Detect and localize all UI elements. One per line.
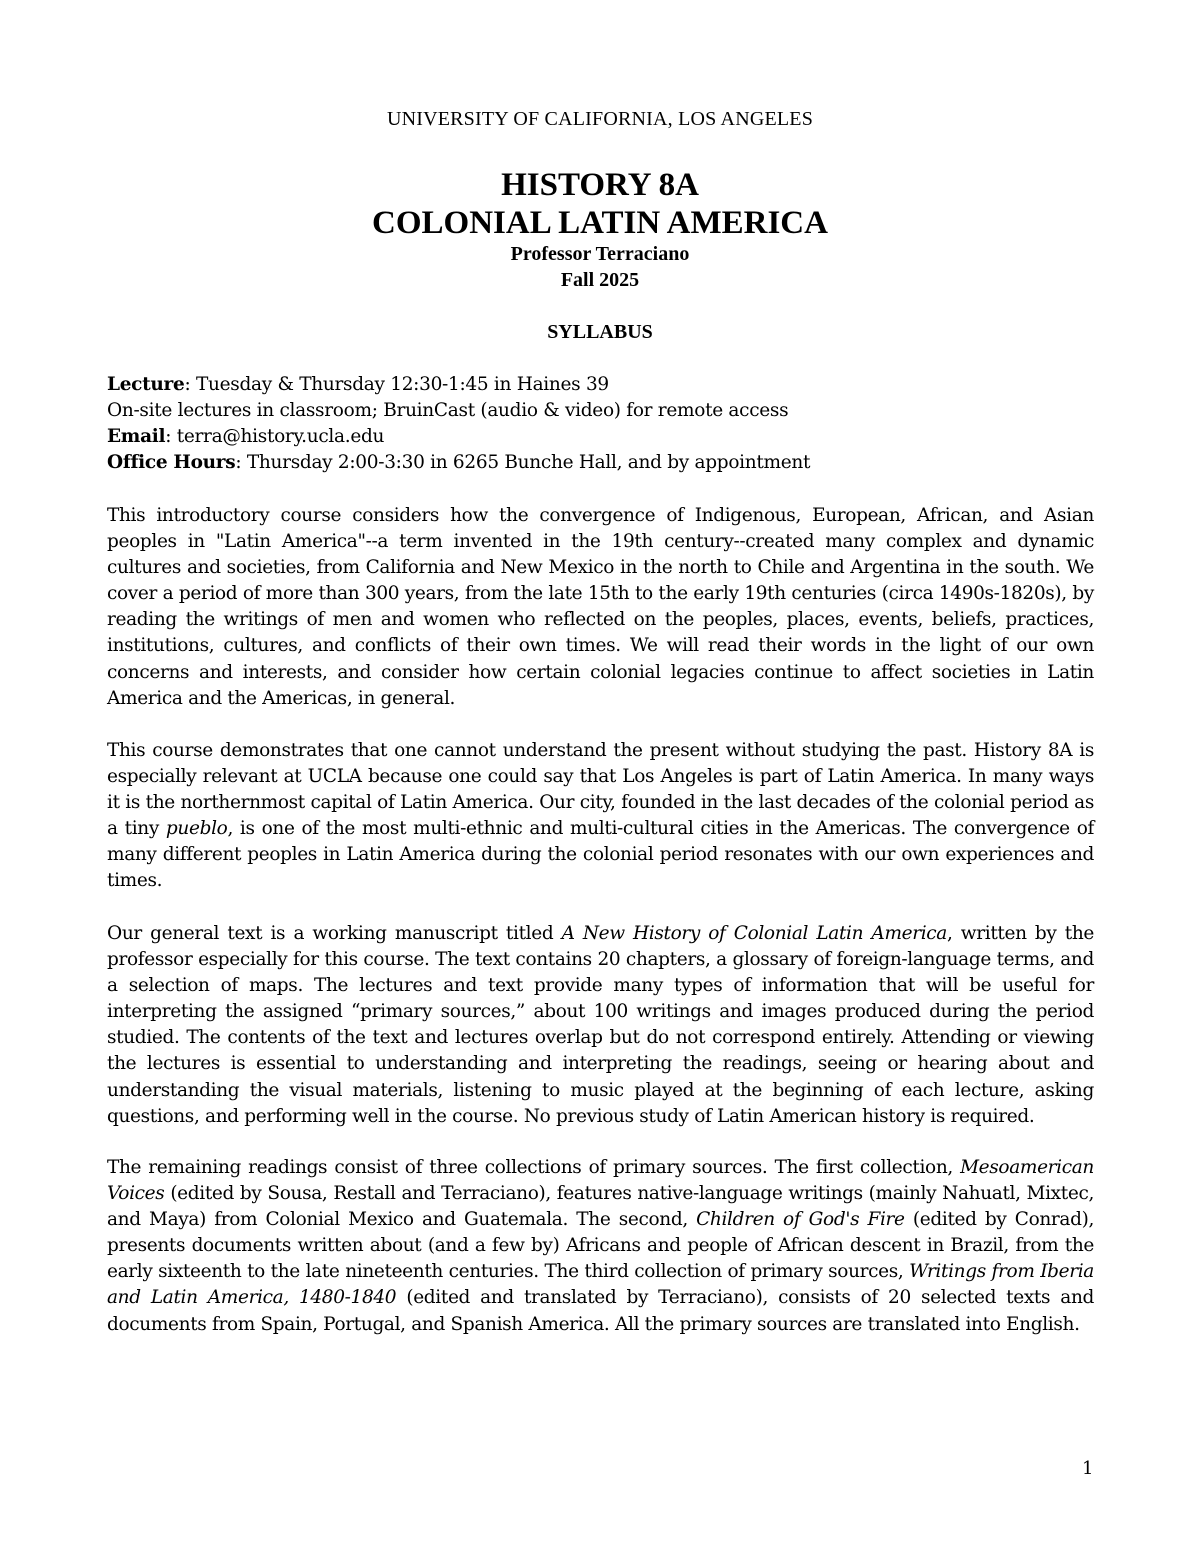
email-label: Email <box>107 426 166 447</box>
office-hours-info <box>107 450 1097 476</box>
syllabus-heading: SYLLABUS <box>547 321 653 343</box>
book-title: Children of God's Fire <box>696 1209 905 1231</box>
course-title: COLONIAL LATIN AMERICA <box>372 205 828 241</box>
paragraph-readings <box>107 1155 1094 1338</box>
course-number: HISTORY 8A <box>501 167 699 203</box>
paragraph-text: The remaining readings consist of three collections of primary sources. The first collection, <box>107 1157 961 1178</box>
book-title: Writings from Iberia and Latin America, 1480-1840 <box>107 1261 1094 1309</box>
page-number: 1 <box>1082 1458 1094 1479</box>
term: Fall 2025 <box>560 269 640 291</box>
paragraph-text: (edited and translated by Terraciano), consists of 20 selected texts and documents from Spain, Portugal, and Spanish America. All the primary sources are translated into English. <box>107 1287 1094 1335</box>
lecture-label: Lecture <box>107 374 185 395</box>
onsite-info: On-site lectures in classroom; BruinCast (audio & video) for remote access <box>107 400 789 421</box>
university-name: UNIVERSITY OF CALIFORNIA, LOS ANGELES <box>386 108 814 130</box>
lecture-value: : Tuesday & Thursday 12:30-1:45 in Haines 39 <box>184 374 609 395</box>
lecture-info <box>107 372 1097 398</box>
office-hours-label: Office Hours <box>107 452 236 473</box>
office-hours-value: : Thursday 2:00-3:30 in 6265 Bunche Hall, and by appointment <box>235 452 811 473</box>
paragraph-general-text <box>107 921 1094 1130</box>
paragraph-text: This course demonstrates that one cannot understand the present without studying the past. History 8A is especially relevant at UCLA because one could say that Los Angeles is part of Latin America. In many ways it is the northernmost capital of Latin America. Our city, founded in the last decades of the colonial period as a tiny <box>107 740 1094 840</box>
professor-name: Professor Terraciano <box>510 243 690 265</box>
email-info <box>107 424 1097 450</box>
paragraph-intro: This introductory course considers how the convergence of Indigenous, European, African, and Asian peoples in "Latin America"--a term invented in the 19th century--created many complex and dynamic cultures and societies, from California and New Mexico in the north to Chile and Argentina in the south. We cover a period of more than 300 years, from the late 15th to the early 19th centuries (circa 1490s-1820s), by reading the writings of men and women who reflected on the peoples, places, events, beliefs, practices, institutions, cultures, and conflicts of their own times. We will read their words in the light of our own concerns and interests, and consider how certain colonial legacies continue to affect societies in Latin America and the Americas, in general. <box>107 505 1094 709</box>
paragraph-text: (edited by Conrad), presents documents written about (and a few by) Africans and people of African descent in Brazil, from the early sixteenth to the late nineteenth centuries. The third collection of primary sources, <box>107 1209 1094 1283</box>
paragraph-relevance <box>107 738 1094 895</box>
paragraph-text: , is one of the most multi-ethnic and multi-cultural cities in the Americas. The convergence of many different peoples in Latin America during the colonial period resonates with our own experiences and times. <box>107 818 1095 892</box>
paragraph-text: (edited by Sousa, Restall and Terraciano), features native-language writings (mainly Nahuatl, Mixtec, and Maya) from Colonial Mexico and Guatemala. The second, <box>107 1183 1094 1231</box>
paragraph-text: , written by the professor especially for this course. The text contains 20 chapters, a glossary of foreign-language terms, and a selection of maps. The lectures and text provide many types of information that will be useful for interpreting the assigned “primary sources,” about 100 writings and images produced during the period studied. The contents of the text and lectures overlap but do not correspond entirely. Attending or viewing the lectures is essential to understanding and interpreting the readings, seeing or hearing about and understanding the visual materials, listening to music played at the beginning of each lecture, asking questions, and performing well in the course. No previous study of Latin American history is required. <box>107 923 1094 1127</box>
italic-term: pueblo <box>165 818 228 840</box>
book-title: A New History of Colonial Latin America <box>561 923 947 944</box>
email-value: : terra@history.ucla.edu <box>165 426 385 447</box>
paragraph-text: Our general text is a working manuscript titled <box>107 923 562 944</box>
book-title: Mesoamerican Voices <box>107 1157 1094 1205</box>
